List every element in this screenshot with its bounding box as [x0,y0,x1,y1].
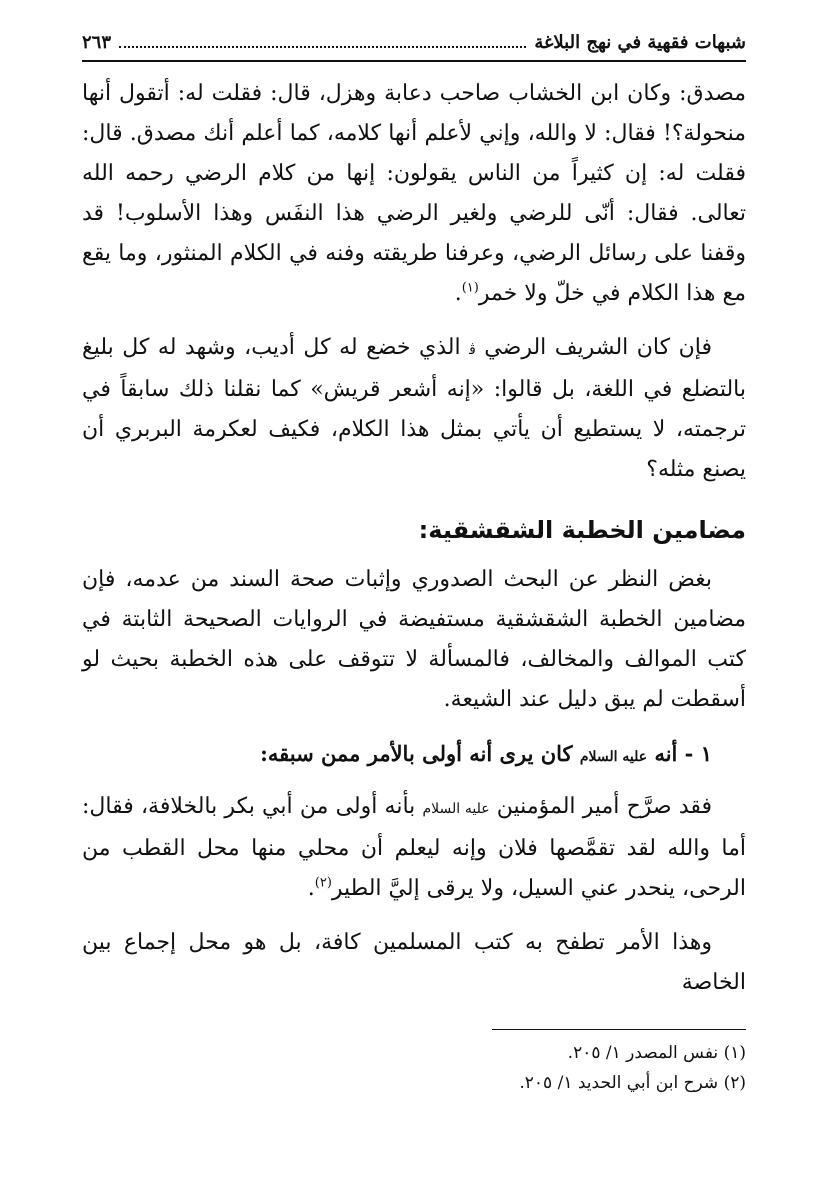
header-dot-leader [119,46,526,48]
paragraph-2-text-a: فإن كان الشريف الرضي [484,335,712,360]
point-1-text-b: كان يرى أنه أولى بالأمر ممن سبقه: [260,741,573,766]
footnote-1: (١) نفس المصدر ١/ ٢٠٥. [567,1043,746,1063]
paragraph-2 [82,328,746,490]
header-rule [82,60,746,62]
paragraph-4-text-b: بأنه أولى من أبي بكر بالخلافة، فقال: أما والله لقد تقمَّصها فلان وإنه ليعلم أن محلي منها محل القطب من الرحى، ينحدر عني السيل، ولا يرقى إليَّ الطير [82,794,746,901]
page [82,30,746,1098]
honorific-glyph: عليه السلام [579,749,648,765]
footnote-ref-2: (٢) [314,875,332,891]
footnote-2: (٢) شرح ابن أبي الحديد ١/ ٢٠٥. [519,1073,746,1093]
paragraph-3: بغض النظر عن البحث الصدوري وإثبات صحة السند من عدمه، فإن مضامين الخطبة الشقشقية مستفيضة في الروايات الصحيحة الثابتة في كتب الموالف والمخالف، فالمسألة لا تتوقف على هذه الخطبة بحيث لو أسقطت لم يبق دليل عند الشيعة. [82,567,746,712]
paragraph-1: مصدق: وكان ابن الخشاب صاحب دعابة وهزل، قال: فقلت له: أتقول أنها منحولة؟! فقال: لا والله، وإني لأعلم أنها كلامه، كما أعلم أنك مصدق. قال: فقلت له: إن كثيراً من الناس يقولون: إنها من كلام الرضي رحمه الله تعالى. فقال: أنّى للرضي ولغير الرضي هذا النفَس وهذا الأسلوب! قد وقفنا على رسائل الرضي، وعرفنا طريقته وفنه في الكلام المنثور، وما يقع مع هذا الكلام في خلّ ولا خمر$^{(١)}$. [82,81,746,306]
paragraph-4-text-a: فقد صرَّح أمير المؤمنين [496,794,713,819]
section-title: مضامين الخطبة الشقشقية: [418,516,746,544]
paragraph-2-text-b: الذي خضع له كل أديب، وشهد له كل بليغ بالتضلع في اللغة، بل قالوا: «إنه أشعر قريش» كما نقلنا ذلك سابقاً في ترجمته، لا يستطيع أن يأتي بمثل هذا الكلام، فكيف لعكرمة البربري أن يصنع مثله؟ [82,335,746,482]
paragraph-1-text: مصدق: وكان ابن الخشاب صاحب دعابة وهزل، قال: فقلت له: أتقول أنها منحولة؟! فقال: لا والله، وإني لأعلم أنها كلامه، كما أعلم أنك مصدق. قال: فقلت له: إن كثيراً من الناس يقولون: إنها من كلام الرضي رحمه الله تعالى. فقال: أنّى للرضي ولغير الرضي هذا النفَس وهذا الأسلوب! قد وقفنا على رسائل الرضي، وعرفنا طريقته وفنه في الكلام المنثور، وما يقع مع هذا الكلام في خلّ ولا خمر [82,81,746,306]
honorific-glyph: عليه السلام [422,801,490,817]
point-1-text-a: ١ - أنه [654,741,712,766]
paragraph-5: وهذا الأمر تطفح به كتب المسلمين كافة، بل هو محل إجماع بين الخاصة [82,930,746,995]
honorific-glyph: ﭬ [469,342,476,358]
point-1-heading [82,734,712,777]
page-number: ٢٦٣ [82,32,112,53]
paragraph-4: فقد صرَّح أمير المؤمنين عليه السلام بأنه أولى من أبي بكر بالخلافة، فقال: أما والله لقد تقمَّصها فلان وإنه ليعلم أن محلي منها محل القطب من الرحى، ينحدر عني السيل، ولا يرقى إليَّ الطير$^{(٢)}$. [82,794,746,901]
footnote-separator [492,1029,746,1030]
running-header [82,30,746,58]
footnote-ref-1: (١) [461,280,479,296]
running-title: شبهات فقهية في نهج البلاغة [534,32,746,53]
